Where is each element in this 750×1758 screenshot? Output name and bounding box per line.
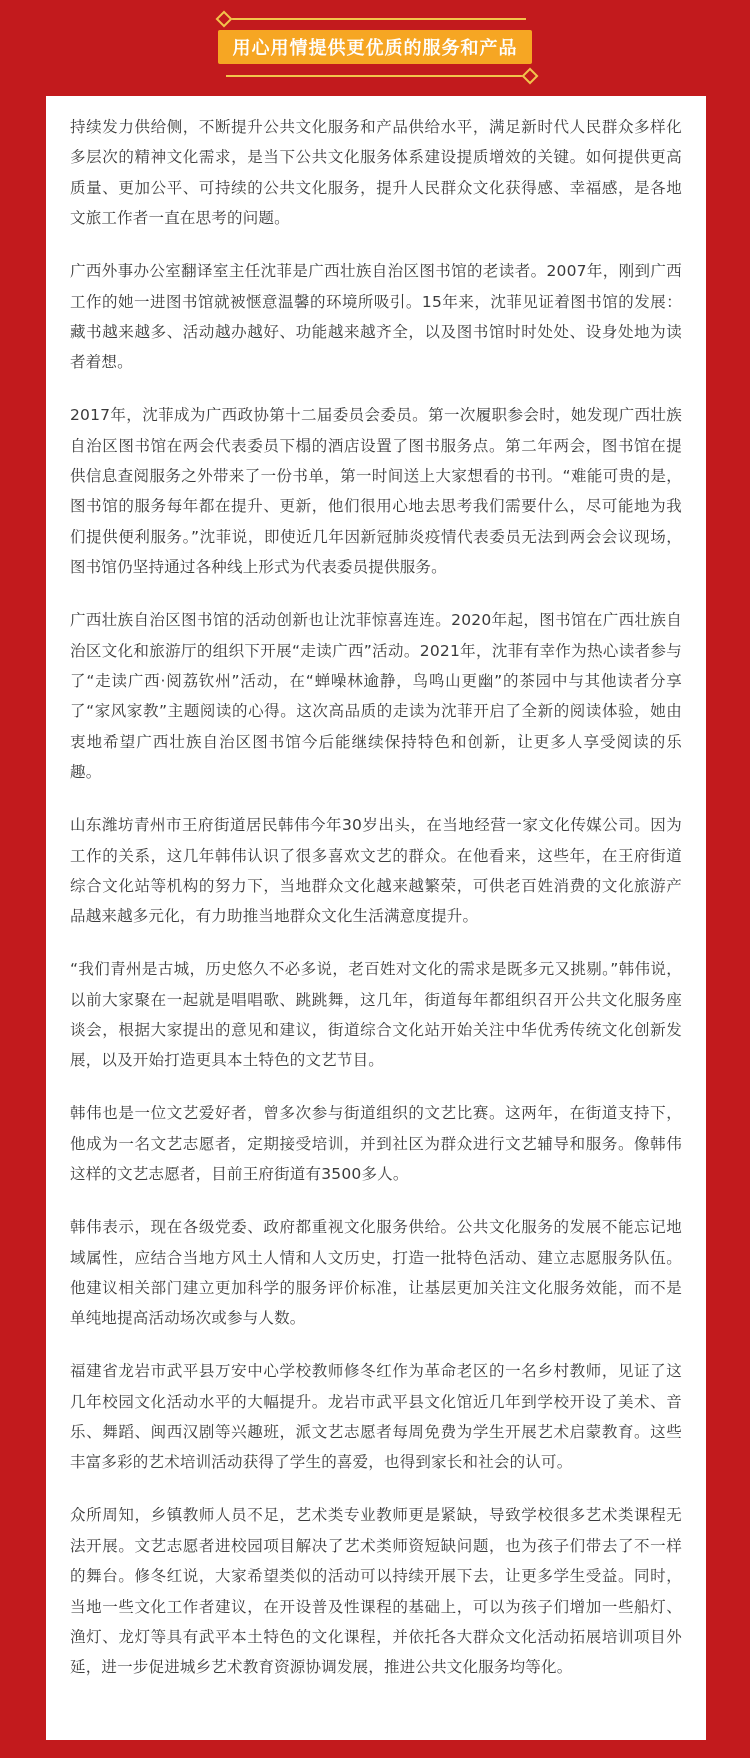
paragraph-4: 广西壮族自治区图书馆的活动创新也让沈菲惊喜连连。2020年起，图书馆在广西壮族自治区文化和旅游厅的组织下开展“走读广西”活动。2021年，沈菲有幸作为热心读者参与了“走读广西·阅荔钦州”活动，在“蝉噪林逾静，鸟鸣山更幽”的茶园中与其他读者分享了“家风家教”主题阅读的心得。这次高品质的走读为沈菲开启了全新的阅读体验，她由衷地希望广西壮族自治区图书馆今后能继续保持特色和创新，让更多人享受阅读的乐趣。 bbox=[70, 611, 682, 782]
title-banner bbox=[218, 30, 532, 64]
paragraph-5: 山东潍坊青州市王府街道居民韩伟今年30岁出头，在当地经营一家文化传媒公司。因为工作的关系，这几年韩伟认识了很多喜欢文艺的群众。在他看来，这些年，在王府街道综合文化站等机构的努力下，当地群众文化越来越繁荣，可供老百姓消费的文化旅游产品越来越多元化，有力助推当地群众文化生活满意度提升。 bbox=[70, 816, 682, 926]
paragraph-8: 韩伟表示，现在各级党委、政府都重视文化服务供给。公共文化服务的发展不能忘记地域属性，应结合当地方风土人情和人文历史，打造一批特色活动、建立志愿服务队伍。他建议相关部门建立更加科学的服务评价标准，让基层更加关注文化服务效能，而不是单纯地提高活动场次或参与人数。 bbox=[70, 1218, 682, 1328]
paragraph-7: 韩伟也是一位文艺爱好者，曾多次参与街道组织的文艺比赛。这两年，在街道支持下，他成为一名文艺志愿者，定期接受培训，并到社区为群众进行文艺辅导和服务。像韩伟这样的文艺志愿者，目前王府街道有3500多人。 bbox=[70, 1104, 682, 1184]
paragraph-1: 持续发力供给侧，不断提升公共文化服务和产品供给水平，满足新时代人民群众多样化多层次的精神文化需求，是当下公共文化服务体系建设提质增效的关键。如何提供更高质量、更加公平、可持续的公共文化服务，提升人民群众文化获得感、幸福感，是各地文旅工作者一直在思考的问题。 bbox=[70, 118, 682, 228]
article-body bbox=[46, 96, 706, 1740]
top-ornament-line bbox=[226, 18, 526, 20]
paragraph-10: 众所周知，乡镇教师人员不足，艺术类专业教师更是紧缺，导致学校很多艺术类课程无法开展。文艺志愿者进校园项目解决了艺术类师资短缺问题，也为孩子们带去了不一样的舞台。修冬红说，大家希望类似的活动可以持续开展下去，让更多学生受益。同时，当地一些文化工作者建议，在开设普及性课程的基础上，可以为孩子们增加一些船灯、渔灯、龙灯等具有武平本土特色的文化课程，并依托各大群众文化活动拓展培训项目外延，进一步促进城乡艺术教育资源协调发展，推进公共文化服务均等化。 bbox=[70, 1506, 682, 1677]
page-title: 用心用情提供更优质的服务和产品 bbox=[232, 38, 518, 59]
bottom-ornament-diamond-icon bbox=[522, 68, 539, 85]
bottom-ornament-line bbox=[226, 75, 526, 77]
paragraph-9: 福建省龙岩市武平县万安中心学校教师修冬红作为革命老区的一名乡村教师，见证了这几年校园文化活动水平的大幅提升。龙岩市武平县文化馆近几年到学校开设了美术、音乐、舞蹈、闽西汉剧等兴趣班，派文艺志愿者每周免费为学生开展艺术启蒙教育。这些丰富多彩的艺术培训活动获得了学生的喜爱，也得到家长和社会的认可。 bbox=[70, 1362, 682, 1472]
header-banner bbox=[0, 0, 750, 88]
paragraph-3: 2017年，沈菲成为广西政协第十二届委员会委员。第一次履职参会时，她发现广西壮族自治区图书馆在两会代表委员下榻的酒店设置了图书服务点。第二年两会，图书馆在提供信息查阅服务之外带来了一份书单，第一时间送上大家想看的书刊。“难能可贵的是，图书馆的服务每年都在提升、更新，他们很用心地去思考我们需要什么，尽可能地为我们提供便利服务。”沈菲说，即使近几年因新冠肺炎疫情代表委员无法到两会会议现场，图书馆仍坚持通过各种线上形式为代表委员提供服务。 bbox=[70, 406, 682, 577]
top-ornament-diamond-icon bbox=[216, 11, 233, 28]
paragraph-2: 广西外事办公室翻译室主任沈菲是广西壮族自治区图书馆的老读者。2007年，刚到广西工作的她一进图书馆就被惬意温馨的环境所吸引。15年来，沈菲见证着图书馆的发展：藏书越来越多、活动越办越好、功能越来越齐全，以及图书馆时时处处、设身处地为读者着想。 bbox=[70, 262, 682, 372]
paragraph-6: “我们青州是古城，历史悠久不必多说，老百姓对文化的需求是既多元又挑剔。”韩伟说，以前大家聚在一起就是唱唱歌、跳跳舞，这几年，街道每年都组织召开公共文化服务座谈会，根据大家提出的意见和建议，街道综合文化站开始关注中华优秀传统文化创新发展，以及开始打造更具本土特色的文艺节目。 bbox=[70, 960, 682, 1070]
